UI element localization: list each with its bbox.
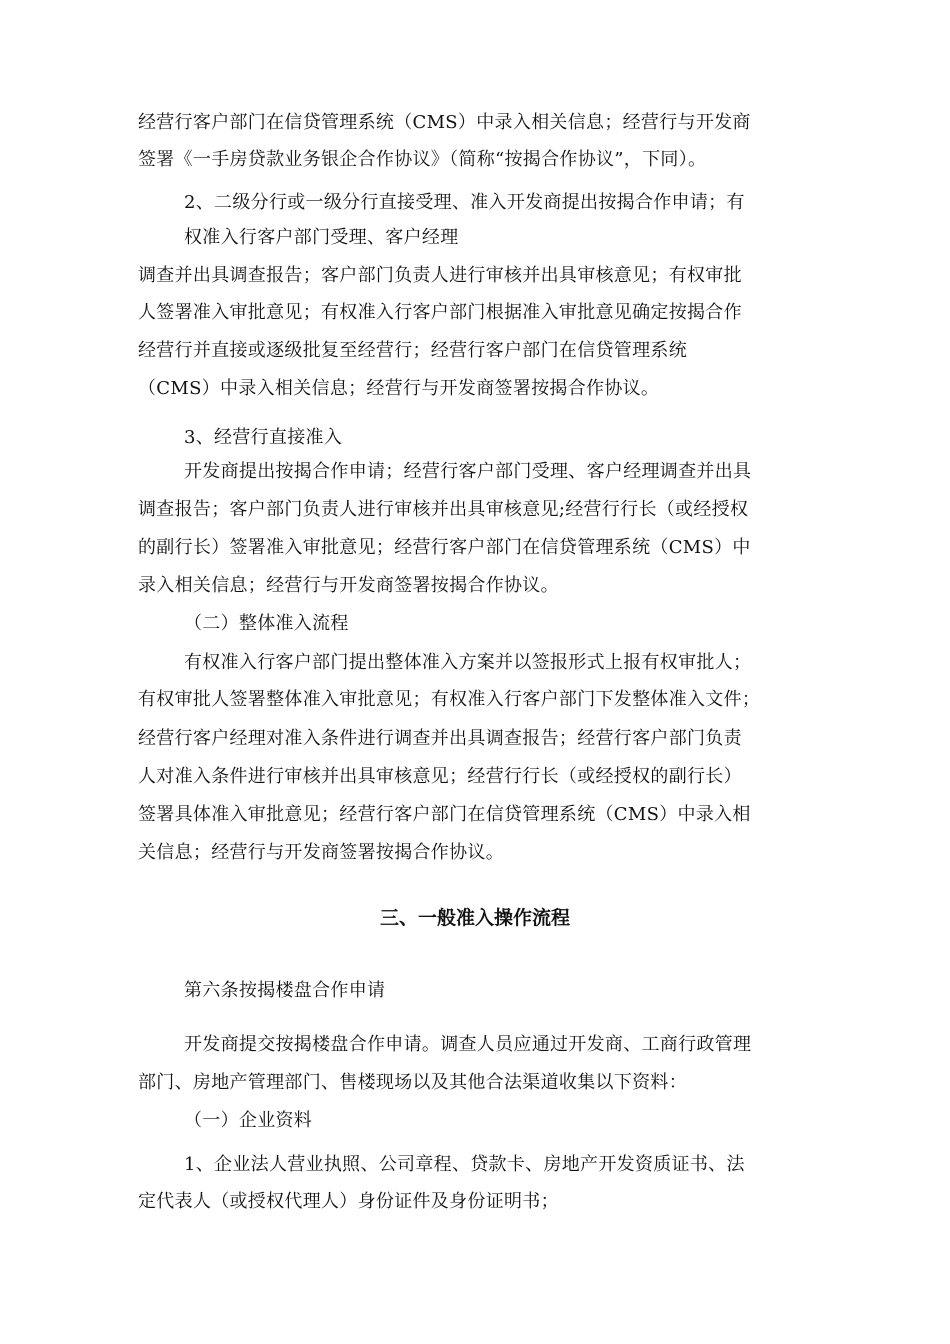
text-line: 经营行并直接或逐级批复至经营行；经营行客户部门在信贷管理系统 [138, 340, 687, 361]
text-line: 的副行长）签署准入审批意见；经营行客户部门在信贷管理系统（CMS）中 [138, 537, 751, 558]
text-line: 经营行客户经理对准入条件进行调查并出具调查报告；经营行客户部门负责 [138, 728, 742, 749]
text-line: 关信息；经营行与开发商签署按揭合作协议。 [138, 842, 504, 863]
text-line: 开发商提出按揭合作申请；经营行客户部门受理、客户经理调查并出具 [184, 461, 752, 482]
article-heading: 第六条按揭楼盘合作申请 [184, 980, 386, 1001]
text-line: 部门、房地产管理部门、售楼现场以及其他合法渠道收集以下资料： [138, 1072, 687, 1093]
text-line: 人对准入条件进行审核并出具审核意见；经营行行长（或经授权的副行长） [138, 766, 742, 787]
text-line: 经营行客户部门在信贷管理系统（CMS）中录入相关信息；经营行与开发商 [138, 112, 751, 133]
text-line: （CMS）中录入相关信息；经营行与开发商签署按揭合作协议。 [138, 378, 660, 399]
text-line: 有权准入行客户部门提出整体准入方案并以签报形式上报有权审批人； [184, 652, 752, 673]
subsection-heading: （一）企业资料 [184, 1110, 313, 1131]
text-line: 调查报告；客户部门负责人进行审核并出具审核意见;经营行行长（或经授权 [138, 499, 749, 520]
text-line: 1、企业法人营业执照、公司章程、贷款卡、房地产开发资质证书、法 [184, 1154, 745, 1175]
text-line: 人签署准入审批意见；有权准入行客户部门根据准入审批意见确定按揭合作 [138, 302, 742, 323]
text-line: 签署具体准入审批意见；经营行客户部门在信贷管理系统（CMS）中录入相 [138, 804, 751, 825]
subsection-heading: （二）整体准入流程 [184, 613, 349, 634]
section-heading: 三、一般准入操作流程 [379, 907, 570, 929]
text-line: 调查并出具调查报告；客户部门负责人进行审核并出具审核意见；有权审批 [138, 265, 742, 286]
text-line: 3、经营行直接准入 [184, 427, 343, 448]
text-line: 权准入行客户部门受理、客户经理 [184, 227, 459, 248]
text-line: 定代表人（或授权代理人）身份证件及身份证明书； [138, 1191, 559, 1212]
text-line: 开发商提交按揭楼盘合作申请。调查人员应通过开发商、工商行政管理 [184, 1034, 752, 1055]
text-line: 2、二级分行或一级分行直接受理、准入开发商提出按揭合作申请；有 [184, 192, 745, 213]
text-line: 签署《一手房贷款业务银企合作协议》（简称“按揭合作协议”，下同）。 [138, 149, 707, 170]
text-line: 录入相关信息；经营行与开发商签署按揭合作协议。 [138, 575, 559, 596]
text-line: 有权审批人签署整体准入审批意见；有权准入行客户部门下发整体准入文件； [138, 689, 761, 710]
